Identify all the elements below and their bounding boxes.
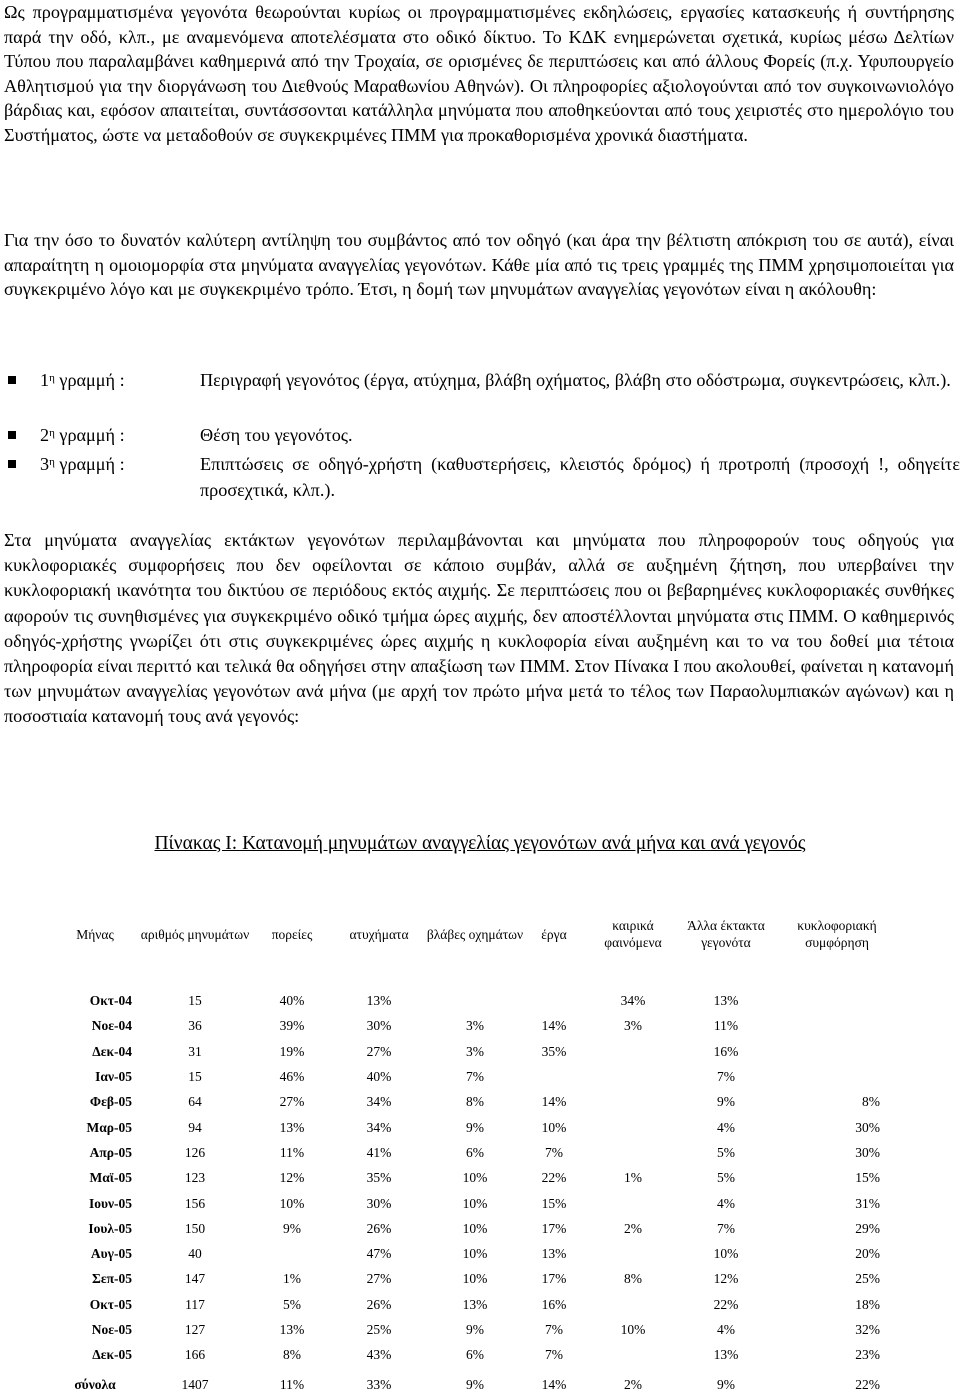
table-cell: 35% (366, 1170, 392, 1186)
table-cell: 3% (624, 1018, 642, 1034)
table-cell: 26% (366, 1220, 392, 1236)
bullet-square-icon (8, 376, 16, 384)
table-cell (584, 1241, 682, 1266)
table-cell: 6% (466, 1347, 484, 1363)
header-message-count: αριθμός μηνυμάτων (140, 926, 250, 942)
table-cell: 11% (279, 1376, 305, 1392)
table-cell: 30% (855, 1144, 880, 1160)
table-cell: 15 (188, 1069, 202, 1085)
table-cell: 19% (279, 1043, 305, 1059)
table-cell: 7% (545, 1347, 563, 1363)
table-cell: 3% (466, 1043, 484, 1059)
table-cell: 14% (541, 1018, 567, 1034)
table-cell: 17% (541, 1271, 567, 1287)
table-row (52, 1241, 904, 1266)
table-cell: 150 (184, 1220, 206, 1236)
table-cell: 16% (713, 1043, 739, 1059)
table-row (52, 1114, 904, 1139)
table-cell: 34% (366, 1119, 392, 1135)
message-line-text: Περιγραφή γεγονότος (έργα, ατύχημα, βλάβη οχήματος, βλάβη στο οδόστρωμα, συγκεντρώσεις, κλπ.). (200, 370, 951, 390)
table-cell: 31 (188, 1043, 202, 1059)
table-cell: 13% (279, 1119, 305, 1135)
table-cell (584, 1292, 682, 1317)
table-cell: 15% (855, 1170, 880, 1186)
table-cell-month: Μαρ-05 (86, 1119, 132, 1135)
table-row (52, 1165, 904, 1190)
header-marches: πορείες (271, 926, 313, 942)
header-roadworks: έργα (541, 926, 567, 942)
table-cell: 30% (366, 1018, 392, 1034)
table-cell: 12% (279, 1170, 305, 1186)
table-cell-month: Σεπ-05 (92, 1271, 132, 1287)
table-cell: 46% (279, 1069, 305, 1085)
table-cell: 22% (855, 1376, 880, 1392)
table-cell: 1% (283, 1271, 301, 1287)
table-cell: 147 (184, 1271, 206, 1287)
table-cell (252, 1241, 332, 1266)
table-cell-month: Ιουλ-05 (88, 1220, 132, 1236)
table-row (52, 1064, 904, 1089)
table-cell: 39% (279, 1018, 305, 1034)
table-cell: 8% (466, 1094, 484, 1110)
table-cell: 13% (462, 1296, 488, 1312)
table-cell-month: Ιουν-05 (88, 1195, 132, 1211)
table-cell-month: Οκτ-05 (89, 1296, 132, 1312)
table-row (52, 1039, 904, 1064)
table-cell: 10% (541, 1119, 567, 1135)
table-cell: 18% (855, 1296, 880, 1312)
table-cell (584, 1064, 682, 1089)
bullet-square-icon (8, 460, 16, 468)
table-cell (770, 1064, 904, 1089)
table-cell: 13% (279, 1322, 305, 1337)
table-cell: 40% (279, 993, 305, 1009)
table-row (52, 1216, 904, 1241)
table-cell: 6% (466, 1144, 484, 1160)
table-cell: 7% (545, 1322, 563, 1337)
extraordinary-events-paragraph: Στα μηνύματα αναγγελίας εκτάκτων γεγονότων περιλαμβάνονται και μηνύματα που πληροφορούν τους οδηγούς για κυκλοφοριακές συμφορήσεις που δεν οφείλονται σε κάποιο συμβάν, αλλά σε αυξημένη ζήτηση, που υπερβαίνει την κυκλοφοριακή ικανότητα του δικτύου σε περιόδους εκτός αιχμής. Σε περιπτώσεις που οι βεβαρημένες κυκλοφοριακές συνθήκες αφορούν τις συνηθισμένες για συγκεκριμένο οδικό τμήμα ώρες αιχμής, δεν αποστέλλονται μηνύματα στις ΠΜΜ. Ο καθημερινός οδηγός-χρήστης γνωρίζει ότι στις συγκεκριμένες ώρες αιχμής η κυκλοφορία είναι αυξημένη και το να του δοθεί μια τέτοια πληροφορία είναι περιττό και τελικά θα οδηγήσει στην απαξίωση των ΠΜΜ. Στον Πίνακα Ι που ακολουθεί, φαίνεται η κατανομή των μηνυμάτων αναγγελίας γεγονότων ανά μήνα (με αρχή τον πρώτο μήνα μετά το τέλος των Παραολυμπιακών αγώνων) και η ποσοστιαία κατανομή τους ανά γεγονός: (4, 530, 954, 727)
table-cell: 36 (188, 1018, 202, 1034)
table-cell: 5% (283, 1296, 301, 1312)
table-cell-month: Νοε-05 (91, 1322, 132, 1337)
table-cell: 22% (713, 1296, 739, 1312)
table-row (52, 1342, 904, 1367)
table-cell: 10% (620, 1322, 646, 1337)
table-cell: 8% (862, 1094, 880, 1110)
table-cell: 9% (466, 1376, 484, 1392)
table-cell: 29% (855, 1220, 880, 1236)
table-cell: 15% (541, 1195, 567, 1211)
table-cell: 23% (855, 1347, 880, 1363)
header-other-events: Άλλα έκτακτα γεγονότα (687, 918, 765, 950)
table-cell: 8% (624, 1271, 642, 1287)
table-row (52, 1266, 904, 1291)
table-cell: 9% (283, 1220, 301, 1236)
table-cell: 156 (184, 1195, 206, 1211)
table-cell: 47% (366, 1246, 392, 1262)
table-cell: 27% (366, 1271, 392, 1287)
table-cell: 32% (855, 1322, 880, 1337)
table-cell: 3% (466, 1018, 484, 1034)
table-cell: 123 (184, 1170, 206, 1186)
table-cell: 11% (713, 1018, 739, 1034)
table-cell: 17% (541, 1220, 567, 1236)
table-cell (770, 1013, 904, 1038)
table-cell: 127 (184, 1322, 206, 1337)
table-cell: 25% (855, 1271, 880, 1287)
table-cell: 25% (366, 1322, 392, 1337)
table-cell: 7% (466, 1069, 484, 1085)
harmonisation-paragraph: Για την όσο το δυνατόν καλύτερη αντίληψη του συμβάντος από τον οδηγό (και άρα την βέλτιστη απόκριση του σε αυτά), είναι απαραίτητη η ομοιομορφία στα μηνύματα αναγγελίας γεγονότων. Κάθε μία από τις τρεις γραμμές της ΠΜΜ χρησιμοποιείται για συγκεκριμένο λόγο και με συγκεκριμένο τρόπο. Έτσι, η δομή των μηνυμάτων αναγγελίας γεγονότων είναι η ακόλουθη: (4, 230, 954, 300)
table-row (52, 1013, 904, 1038)
table-cell: 8% (283, 1347, 301, 1363)
table-row (52, 1089, 904, 1114)
table-cell: 14% (541, 1376, 567, 1392)
table-cell: 26% (366, 1296, 392, 1312)
table-cell: 10% (462, 1170, 488, 1186)
table-cell: 34% (366, 1094, 392, 1110)
table-cell: 40 (188, 1246, 202, 1262)
table-row (52, 1317, 904, 1342)
table-cell: 13% (541, 1246, 567, 1262)
table-cell: 9% (466, 1119, 484, 1135)
table-cell: 64 (188, 1094, 202, 1110)
table-cell: 22% (541, 1170, 567, 1186)
header-month: Μήνας (76, 926, 114, 942)
table-cell: 40% (366, 1069, 392, 1085)
table-cell (524, 1064, 584, 1089)
table-cell-month: Φεβ-05 (89, 1094, 132, 1110)
table-cell: 117 (185, 1296, 205, 1312)
table-cell: 5% (717, 1170, 735, 1186)
table-cell: 15 (188, 993, 202, 1009)
table-cell: 33% (366, 1376, 392, 1392)
table-cell: 13% (713, 1347, 739, 1363)
header-vehicle-breakdowns: βλάβες οχημάτων (426, 926, 524, 942)
table-cell-month: Οκτ-04 (89, 993, 132, 1009)
table-cell: 7% (717, 1069, 735, 1085)
table-cell: 166 (184, 1347, 206, 1363)
table-cell: 126 (184, 1144, 206, 1160)
table-cell: 1407 (181, 1376, 209, 1392)
table-cell: 30% (855, 1119, 880, 1135)
message-line-label: $1^\eta$ γραμμή : (40, 370, 125, 390)
table-cell-month: Αυγ-05 (90, 1246, 132, 1262)
table-cell (584, 1140, 682, 1165)
message-line-label: $3^\eta$ γραμμή : (40, 454, 125, 474)
table-cell-month: Δεκ-04 (92, 1043, 132, 1059)
table-cell: 43% (366, 1347, 392, 1363)
table-header-row (52, 888, 904, 980)
table-cell (584, 1039, 682, 1064)
table-cell-month: Ιαν-05 (95, 1069, 132, 1085)
table-cell: 2% (624, 1220, 642, 1236)
bullet-square-icon (8, 431, 16, 439)
table-cell (584, 1089, 682, 1114)
table-row (52, 980, 904, 1013)
table-cell: 31% (855, 1195, 880, 1211)
table-cell-month: Μαϊ-05 (89, 1170, 132, 1186)
table-cell: 1% (624, 1170, 642, 1186)
table-cell-month: σύνολα (74, 1376, 116, 1392)
table-cell-month: Απρ-05 (89, 1144, 132, 1160)
table-cell (770, 1039, 904, 1064)
table-cell: 35% (541, 1043, 567, 1059)
table-cell: 12% (713, 1271, 739, 1287)
table-cell (426, 980, 524, 1013)
table-cell: 13% (366, 993, 392, 1009)
table-cell: 7% (545, 1144, 563, 1160)
table-cell: 5% (717, 1144, 735, 1160)
table-cell (770, 980, 904, 1013)
table-cell: 13% (713, 993, 739, 1009)
table-cell: 11% (279, 1144, 305, 1160)
table-cell: 7% (717, 1220, 735, 1236)
header-congestion: κυκλοφοριακή συμφόρηση (797, 918, 877, 950)
table-row (52, 1140, 904, 1165)
table-cell (584, 1114, 682, 1139)
table-cell: 9% (717, 1376, 735, 1392)
table-cell: 4% (717, 1195, 735, 1211)
table-cell (524, 980, 584, 1013)
table-cell: 10% (462, 1246, 488, 1262)
table-cell: 2% (624, 1376, 642, 1392)
table-cell: 16% (541, 1296, 567, 1312)
table-cell: 27% (366, 1043, 392, 1059)
table-cell: 10% (462, 1271, 488, 1287)
message-line-label: $2^\eta$ γραμμή : (40, 425, 125, 445)
table-cell: 10% (462, 1195, 488, 1211)
table-cell: 30% (366, 1195, 392, 1211)
message-line-text: Επιπτώσεις σε οδηγό-χρήστη (καθυστερήσεις, κλειστός δρόμος) ή προτροπή (προσοχή !, οδηγείτε προσεχτικά, κλπ.). (200, 454, 960, 500)
table-cell: 4% (717, 1119, 735, 1135)
table-row (52, 1190, 904, 1215)
table-cell: 34% (620, 993, 646, 1009)
table-cell-month: Δεκ-05 (92, 1347, 132, 1363)
table-cell: 20% (855, 1246, 880, 1262)
table-cell: 27% (279, 1094, 305, 1110)
table-cell: 9% (717, 1094, 735, 1110)
table-cell: 9% (466, 1322, 484, 1337)
table-cell: 4% (717, 1322, 735, 1337)
table-cell: 10% (462, 1220, 488, 1236)
table-cell: 94 (188, 1119, 202, 1135)
table-cell: 10% (713, 1246, 739, 1262)
table-row (52, 1292, 904, 1317)
table-cell: 14% (541, 1094, 567, 1110)
message-line-text: Θέση του γεγονότος. (200, 425, 353, 445)
table-cell: 10% (279, 1195, 305, 1211)
header-accidents: ατυχήματα (349, 926, 409, 942)
table-caption: Πίνακας Ι: Κατανομή μηνυμάτων αναγγελίας γεγονότων ανά μήνα και ανά γεγονός (154, 833, 806, 854)
header-weather: καιρικά φαινόμενα (604, 918, 662, 950)
table-cell: 41% (366, 1144, 392, 1160)
table-cell-month: Νοε-04 (91, 1018, 132, 1034)
messages-distribution-table (52, 888, 904, 1397)
table-cell (584, 1342, 682, 1367)
table-cell (584, 1190, 682, 1215)
intro-paragraph: Ως προγραμματισμένα γεγονότα θεωρούνται κυρίως οι προγραμματισμένες εκδηλώσεις, εργασίες κατασκευής ή συντήρησης παρά την οδό, κλπ., με αναμενόμενα αποτελέσματα στο οδικό δίκτυο. Το ΚΔΚ ενημερώνεται σχετικά, κυρίως μέσω Δελτίων Τύπου που παραλαμβάνει καθημερινά από την Τροχαία, σε ορισμένες δε περιπτώσεις και από άλλους Φορείς (π.χ. Υφυπουργείο Αθλητισμού για την διοργάνωση του Διεθνούς Μαραθωνίου Αθηνών). Οι πληροφορίες αξιολογούνται από τον συγκοινωνιολόγο βάρδιας και, εφόσον απαιτείται, συντάσσονται κατάλληλα μηνύματα που αποθηκεύονται από τους χειριστές στο ημερολόγιο του Συστήματος, ώστε να μεταδοθούν σε συγκεκριμένες ΠΜΜ για προκαθορισμένα χρονικά διαστήματα. (4, 2, 954, 145)
table-total-row (52, 1367, 904, 1396)
